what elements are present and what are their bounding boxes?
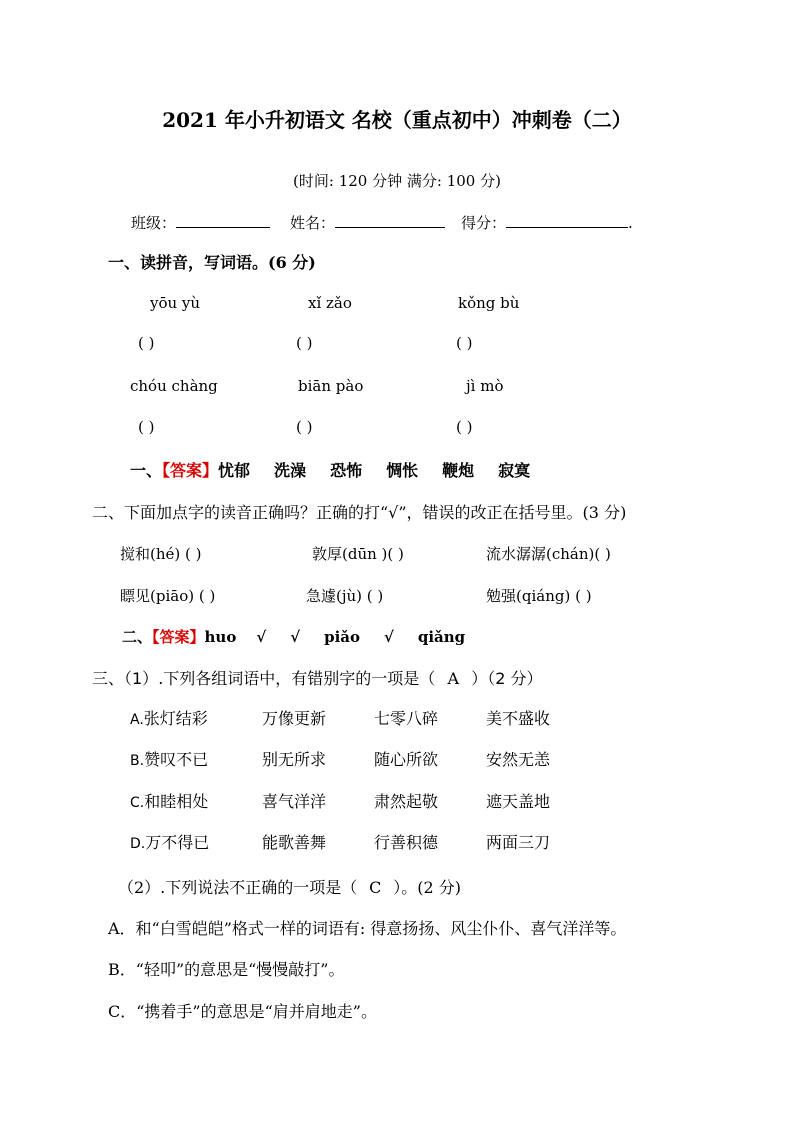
answer-blank[interactable]: ( ) (296, 418, 313, 436)
option-word: 别无所求 (262, 750, 327, 769)
option-word: 行善积德 (374, 833, 439, 852)
option-row: A.张灯结彩 (130, 709, 208, 728)
q2-item: 瞟见(piāo) ( ) (120, 587, 216, 605)
q3-part2-option-a: A．和“白雪皑皑”格式一样的词语有: 得意扬扬、风尘仆仆、喜气洋洋等。 (108, 919, 627, 938)
name-label: 姓名： (290, 214, 336, 232)
pinyin: biān pào (298, 377, 364, 395)
q2-item: 勉强(qiáng) ( ) (486, 587, 592, 605)
q3-part2-option-c: C．“携着手”的意思是“肩并肩地走”。 (108, 1002, 377, 1021)
q2-answer: 二、【答案】huo √ √ piǎo √ qiǎng (122, 628, 466, 646)
option-word: 两面三刀 (486, 833, 551, 852)
option-word: 肃然起敬 (374, 792, 439, 811)
q3-part1-stem: 三、（1）.下列各组词语中，有错别字的一项是（ A ）（2 分） (92, 669, 543, 688)
info-end: . (628, 214, 633, 232)
pinyin: kǒng bù (458, 294, 520, 312)
q3-part2-stem: （2）.下列说法不正确的一项是（ C ）。(2 分) (118, 878, 462, 897)
option-word: 美不盛收 (486, 709, 551, 728)
answer-blank[interactable]: ( ) (456, 418, 473, 436)
q3-part1-answer: A (447, 669, 460, 688)
pinyin: jì mò (466, 377, 504, 395)
page-title: 2021 年小升初语文 名校（重点初中）冲刺卷（二） (162, 108, 632, 132)
class-label: 班级： (131, 214, 177, 232)
score-label: 得分： (461, 214, 507, 232)
q2-item: 敦厚(dūn )( ) (312, 545, 404, 563)
exam-info: (时间: 120 分钟 满分: 100 分) (293, 172, 501, 190)
q2-item: 流水潺潺(chán)( ) (486, 545, 611, 563)
option-row: B.赞叹不已 (130, 750, 209, 769)
answer-blank[interactable]: ( ) (138, 334, 155, 352)
option-word: 喜气洋洋 (262, 792, 327, 811)
q2-heading: 二、下面加点字的读音正确吗？正确的打“√”，错误的改正在括号里。(3 分) (92, 503, 627, 522)
option-word: 安然无恙 (486, 750, 551, 769)
score-blank[interactable] (506, 213, 628, 228)
answer-blank[interactable]: ( ) (456, 334, 473, 352)
q3-part2-answer: C (369, 878, 382, 897)
name-blank[interactable] (335, 213, 445, 228)
q1-heading: 一、读拼音，写词语。(6 分) (108, 253, 316, 272)
option-row: C.和睦相处 (130, 792, 209, 811)
q2-item: 急遽(jù) ( ) (306, 587, 384, 605)
option-word: 万像更新 (262, 709, 327, 728)
option-word: 能歌善舞 (262, 833, 327, 852)
answer-blank[interactable]: ( ) (296, 334, 313, 352)
pinyin: xǐ zǎo (308, 294, 352, 312)
answer-blank[interactable]: ( ) (138, 418, 155, 436)
pinyin: chóu chàng (130, 377, 218, 395)
q2-item: 搅和(hé) ( ) (120, 545, 202, 563)
answer-tag: 【答案】 (152, 628, 205, 646)
option-row: D.万不得已 (130, 833, 210, 852)
q3-part2-option-b: B．“轻叩”的意思是“慢慢敲打”。 (108, 960, 345, 979)
option-word: 遮天盖地 (486, 792, 551, 811)
q1-answer: 一、【答案】忧郁 洗澡 恐怖 惆怅 鞭炮 寂寞 (130, 461, 531, 480)
answer-tag: 【答案】 (162, 461, 219, 480)
option-word: 随心所欲 (374, 750, 439, 769)
option-word: 七零八碎 (374, 709, 439, 728)
info-line (131, 212, 633, 233)
class-blank[interactable] (176, 213, 270, 228)
pinyin: yōu yù (150, 294, 201, 312)
